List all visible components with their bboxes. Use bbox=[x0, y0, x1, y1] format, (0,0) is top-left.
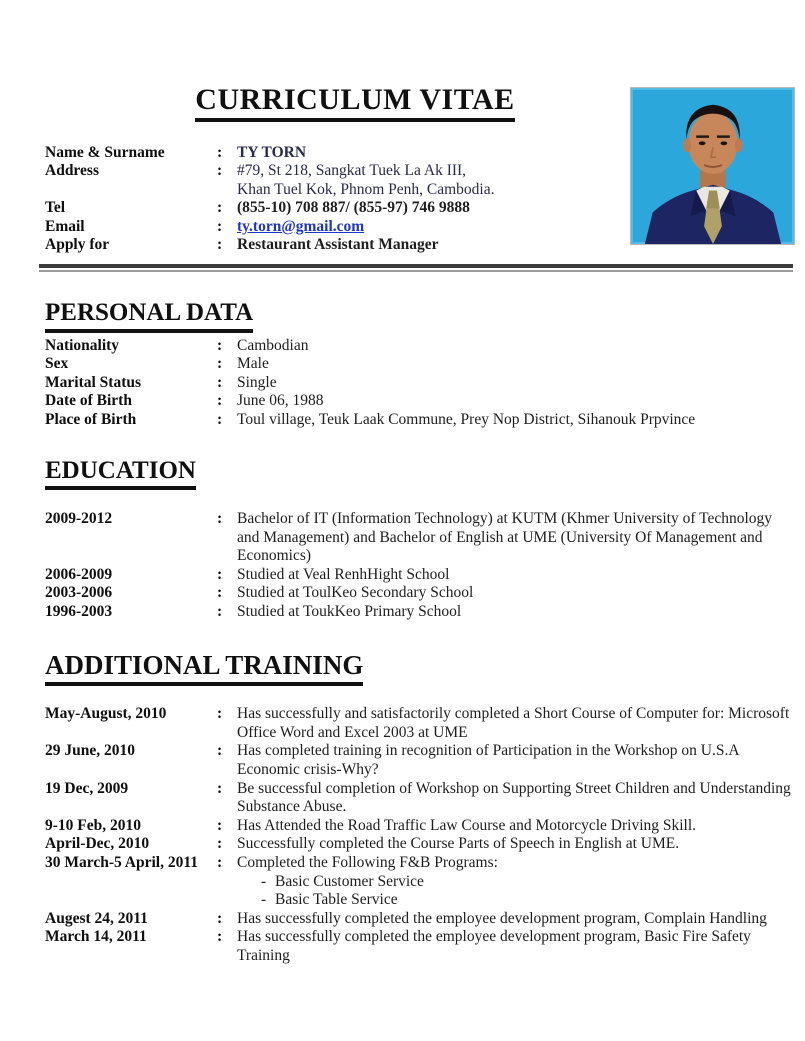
colon-separator: : bbox=[217, 373, 223, 391]
training-value: Has successfully completed the employee development program, Complain Handling bbox=[237, 909, 767, 927]
colon-separator: : bbox=[217, 742, 223, 760]
header-divider bbox=[39, 264, 793, 272]
training-rows bbox=[45, 705, 793, 965]
education-row bbox=[45, 510, 793, 566]
contact-row-name bbox=[45, 144, 685, 163]
date-label: April-Dec, 2010 bbox=[45, 835, 150, 853]
education-value: Studied at ToulKeo Secondary School bbox=[237, 584, 474, 602]
colon-separator: : bbox=[217, 909, 223, 927]
colon-separator: : bbox=[217, 565, 223, 583]
fb-program-label: Basic Table Service bbox=[275, 891, 398, 909]
colon-separator: : bbox=[217, 410, 223, 428]
field-value-apply-for: Restaurant Assistant Manager bbox=[237, 236, 439, 254]
field-value: Toul village, Teuk Laak Commune, Prey Nop District, Sihanouk Prpvince bbox=[237, 410, 696, 428]
address-line-2: Khan Tuel Kok, Phnom Penh, Cambodia. bbox=[237, 180, 495, 198]
contact-row-tel bbox=[45, 199, 685, 218]
education-row bbox=[45, 566, 793, 585]
field-label: Place of Birth bbox=[45, 410, 137, 428]
colon-separator: : bbox=[217, 336, 223, 354]
training-row bbox=[45, 835, 793, 854]
period-label: 2009-2012 bbox=[45, 510, 113, 528]
colon-separator: : bbox=[217, 355, 223, 373]
period-label: 2003-2006 bbox=[45, 584, 113, 602]
contact-row-apply-for bbox=[45, 236, 685, 255]
colon-separator: : bbox=[217, 816, 223, 834]
education-value: Studied at ToukKeo Primary School bbox=[237, 603, 462, 620]
period-label: 1996-2003 bbox=[45, 603, 113, 620]
title-wrap bbox=[45, 84, 665, 122]
date-label: 19 Dec, 2009 bbox=[45, 779, 129, 797]
date-label: 9-10 Feb, 2010 bbox=[45, 816, 142, 834]
colon-separator: : bbox=[217, 854, 223, 872]
training-value: Be successful completion of Workshop on Supporting Street Children and Understanding Substance Abuse. bbox=[237, 779, 791, 816]
training-row bbox=[45, 910, 793, 929]
colon-separator: : bbox=[217, 199, 223, 217]
education-row bbox=[45, 584, 793, 603]
personal-row-sex bbox=[45, 355, 793, 374]
colon-separator: : bbox=[217, 143, 223, 161]
dash-bullet: - bbox=[261, 872, 267, 890]
date-label: May-August, 2010 bbox=[45, 705, 167, 723]
field-value: Single bbox=[237, 373, 277, 391]
training-value: Has successfully completed the employee development program, Basic Fire Safety Training bbox=[237, 928, 751, 964]
fb-program-label: Basic Customer Service bbox=[275, 872, 424, 890]
training-row bbox=[45, 742, 793, 779]
contact-row-address bbox=[45, 162, 685, 199]
dash-bullet: - bbox=[261, 891, 267, 909]
personal-row-place-of-birth bbox=[45, 411, 793, 430]
field-label: Tel bbox=[45, 199, 66, 217]
personal-row-date-of-birth bbox=[45, 392, 793, 411]
field-label: Apply for bbox=[45, 236, 110, 254]
colon-separator: : bbox=[217, 835, 223, 853]
field-label: Marital Status bbox=[45, 373, 142, 391]
colon-separator: : bbox=[217, 392, 223, 410]
education-value: Studied at Veal RenhHight School bbox=[237, 565, 450, 583]
training-value: Has completed training in recognition of Participation in the Workshop on U.S.A Economic crisis-Why? bbox=[237, 742, 739, 779]
colon-separator: : bbox=[217, 162, 223, 180]
colon-separator: : bbox=[217, 779, 223, 797]
training-row bbox=[45, 817, 793, 836]
applicant-photo bbox=[630, 87, 795, 245]
page-title: CURRICULUM VITAE bbox=[195, 84, 514, 122]
personal-row-marital-status bbox=[45, 374, 793, 393]
field-value-name: TY TORN bbox=[237, 143, 307, 161]
training-value: Successfully completed the Course Parts of Speech in English at UME. bbox=[237, 835, 680, 853]
training-row bbox=[45, 705, 793, 742]
date-label: 30 March-5 April, 2011 bbox=[45, 854, 198, 872]
section-heading-education: EDUCATION bbox=[45, 457, 793, 491]
personal-data-rows bbox=[45, 337, 793, 430]
field-value-address bbox=[237, 162, 685, 199]
field-label: Name & Surname bbox=[45, 143, 165, 161]
colon-separator: : bbox=[217, 236, 223, 254]
education-value: Bachelor of IT (Information Technology) at KUTM (Khmer University of Technology and Management) and Bachelor of English at UME (University Of Management and Economics) bbox=[237, 510, 773, 565]
colon-separator: : bbox=[217, 584, 223, 602]
field-label: Address bbox=[45, 162, 99, 180]
date-label: 29 June, 2010 bbox=[45, 742, 135, 760]
education-row bbox=[45, 603, 793, 622]
field-label: Sex bbox=[45, 355, 69, 373]
colon-separator: : bbox=[217, 603, 223, 620]
training-value: Has successfully and satisfactorily completed a Short Course of Computer for: Microsoft Office Word and Excel 2003 at UME bbox=[237, 705, 790, 741]
training-row bbox=[45, 928, 793, 965]
training-value: Has Attended the Road Traffic Law Course and Motorcycle Driving Skill. bbox=[237, 816, 697, 834]
training-row bbox=[45, 780, 793, 817]
training-value bbox=[237, 854, 793, 910]
fb-programs-intro: Completed the Following F&B Programs: bbox=[237, 854, 498, 872]
field-value: June 06, 1988 bbox=[237, 392, 324, 410]
contact-row-email bbox=[45, 218, 685, 237]
field-value-tel: (855-10) 708 887/ (855-97) 746 9888 bbox=[237, 199, 470, 217]
colon-separator: : bbox=[217, 705, 223, 723]
education-rows bbox=[45, 510, 793, 622]
email-link[interactable]: ty.torn@gmail.com bbox=[237, 217, 365, 235]
portrait-illustration bbox=[631, 88, 794, 244]
field-label: Nationality bbox=[45, 336, 120, 354]
colon-separator: : bbox=[217, 217, 223, 235]
colon-separator: : bbox=[217, 928, 223, 946]
field-value: Male bbox=[237, 355, 269, 373]
date-label: March 14, 2011 bbox=[45, 928, 147, 946]
date-label: Augest 24, 2011 bbox=[45, 909, 148, 927]
fb-program-item bbox=[237, 873, 793, 892]
field-value: Cambodian bbox=[237, 336, 309, 354]
field-label: Email bbox=[45, 217, 85, 235]
period-label: 2006-2009 bbox=[45, 565, 113, 583]
training-row-fb-programs bbox=[45, 854, 793, 910]
section-heading-additional-training: ADDITIONAL TRAINING bbox=[45, 651, 793, 687]
address-line-1: #79, St 218, Sangkat Tuek La Ak III, bbox=[237, 162, 467, 180]
colon-separator: : bbox=[217, 510, 223, 528]
section-heading-personal-data: PERSONAL DATA bbox=[45, 299, 793, 333]
personal-row-nationality bbox=[45, 337, 793, 356]
contact-block bbox=[45, 144, 685, 256]
field-label: Date of Birth bbox=[45, 392, 132, 410]
fb-program-item bbox=[237, 891, 793, 910]
